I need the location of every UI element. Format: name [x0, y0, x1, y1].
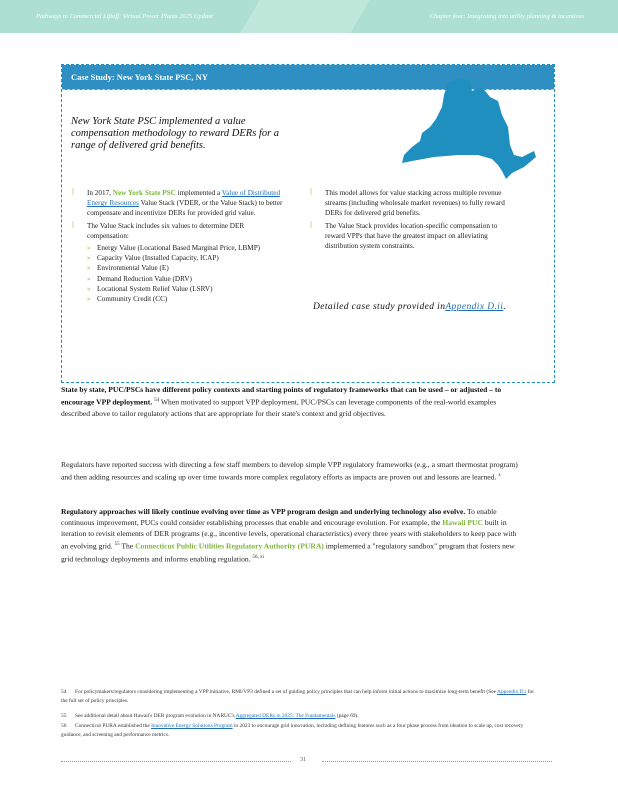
case-study-intro: New York State PSC implemented a value compensation methodology to reward DERs for a range of delivered grid benefits.: [71, 116, 280, 151]
bullet-icon: ǀ: [72, 219, 75, 231]
footer-divider-left: [61, 761, 291, 762]
value-stack-item: » Environmental Value (E): [87, 264, 169, 273]
value-stack-item: » Locational System Relief Value (LSRV): [87, 284, 213, 293]
arrow-icon: »: [87, 254, 91, 263]
header-decor: [240, 0, 369, 33]
value-stack-item: » Energy Value (Locational Based Marginal Price, LBMP): [87, 244, 261, 253]
footnote-ref[interactable]: 55: [114, 542, 120, 547]
footnote: 56 Connecticut PURA established the Innovative Energy Solutions Program in 2023 to encourage grid innovation, including defining features such as a four phase process from ideation to scale up, cost recovery guidance, and screening and performance metrics.: [61, 723, 524, 738]
org-name: Connecticut Public Utilities Regulatory Authority (PURA): [135, 541, 324, 551]
arrow-icon: »: [87, 264, 91, 273]
new-york-state-map-icon: [398, 75, 538, 185]
org-name: New York State PSC: [112, 189, 176, 197]
footnote-link[interactable]: Innovative Energy Solutions Program: [151, 723, 233, 729]
value-stack-item: » Community Credit (CC): [87, 295, 168, 304]
vder-link[interactable]: Value of Distributed Energy Resources: [87, 189, 281, 208]
header-chapter-title: Chapter four: Integrating into utility planning & incentives: [429, 13, 584, 20]
case-study-right-column: [309, 188, 519, 253]
list-item: ǀ The Value Stack provides location-specific compensation to reward VPPs that have the greatest impact on alleviating distribution system constraints.: [310, 219, 498, 251]
arrow-icon: »: [87, 295, 91, 304]
detailed-case-study-note: Detailed case study provided inAppendix D.ii.: [313, 302, 507, 312]
paragraph: State by state, PUC/PSCs have different policy contexts and starting points of regulatory frameworks that can be used – or adjusted – to encourage VPP deployment. $^{54}$ When motivated to support VPP deployment, PUC/PSCs can leverage components of the real-world examples described above to tailor regulatory actions that are appropriate for their state's context and grid objectives.: [61, 385, 502, 418]
arrow-icon: »: [87, 244, 91, 253]
org-name: Hawaii PUC: [442, 518, 484, 527]
footnote-ref[interactable]: x: [498, 473, 501, 478]
appendix-link[interactable]: Appendix D.ii: [445, 302, 504, 312]
paragraph: Regulatory approaches will likely continue evolving over time as VPP program design and underlying technology also evolve. To enable continuous improvement, PUCs could consider establishing processes that enable and encourage evolution. For example, the Hawaii PUC built in iteration to revisit elements of DER programs (e.g., incentive levels, operational characteristics) every three years with stakeholders to keep pace with an evolving grid. $^{55}$ The Connecticut Public Utilities Regulatory Authority (PURA) implemented a "regulatory sandbox" program that fosters new grid technology deployments and informs enabling regulation. $^{56, xi}$: [61, 507, 517, 564]
page-number: 31: [300, 757, 306, 763]
footnote-ref[interactable]: 54: [154, 398, 160, 403]
header-report-title: Pathways to Commercial Liftoff: Virtual Power Plants 2025 Update: [36, 13, 213, 20]
page-header: [0, 0, 618, 33]
arrow-icon: »: [87, 284, 91, 293]
paragraph: Regulators have reported success with directing a few staff members to develop simple VPP regulatory frameworks (e.g., a smart thermostat program) and then adding resources and scaling up over time towards more complex regulatory efforts as impacts are proven out and lessons are learned. $^x$: [61, 460, 518, 482]
bullet-icon: ǀ: [72, 187, 75, 198]
footnote: 54 For policymakers/regulators considering implementing a VPP initiative, RMI/VP3 defined a set of guiding policy principles that can help inform initial actions to maximize long-term benefit (See Appendix D.i for the full set of policy principles.: [61, 689, 535, 704]
value-stack-item: » Demand Reduction Value (DRV): [87, 274, 192, 283]
bullet-icon: ǀ: [310, 219, 313, 231]
list-item: ǀ This model allows for value stacking across multiple revenue streams (including wholesale market revenues) to fully reward DERs for delivered grid benefits.: [310, 187, 505, 218]
footer-divider-right: [322, 761, 552, 762]
footnote: 55 See additional detail about Hawaii's DER program evolution in NARUC's Aggregated DERs in 2025: The Fundamentals (page 69).: [61, 713, 359, 719]
bullet-icon: ǀ: [310, 187, 313, 198]
case-study-box: [61, 64, 555, 383]
value-stack-item: » Capacity Value (Installed Capacity, ICAP): [87, 254, 219, 263]
footnote-ref[interactable]: 56, xi: [252, 554, 264, 560]
list-item: ǀ In 2017, New York State PSC implemented a Value of Distributed Energy Resources Value Stack (VDER, or the Value Stack) to better compensate and incentivize DERs for provided grid value.: [72, 187, 283, 218]
list-item: ǀ The Value Stack includes six values to determine DER compensation:: [72, 219, 245, 240]
arrow-icon: »: [87, 274, 91, 283]
footnote-link[interactable]: Aggregated DERs in 2025: The Fundamentals: [235, 713, 336, 719]
case-study-title: Case Study: New York State PSC, NY: [71, 72, 208, 82]
case-study-left-column: [71, 188, 286, 304]
footnote-link[interactable]: Appendix D.i: [497, 689, 527, 695]
